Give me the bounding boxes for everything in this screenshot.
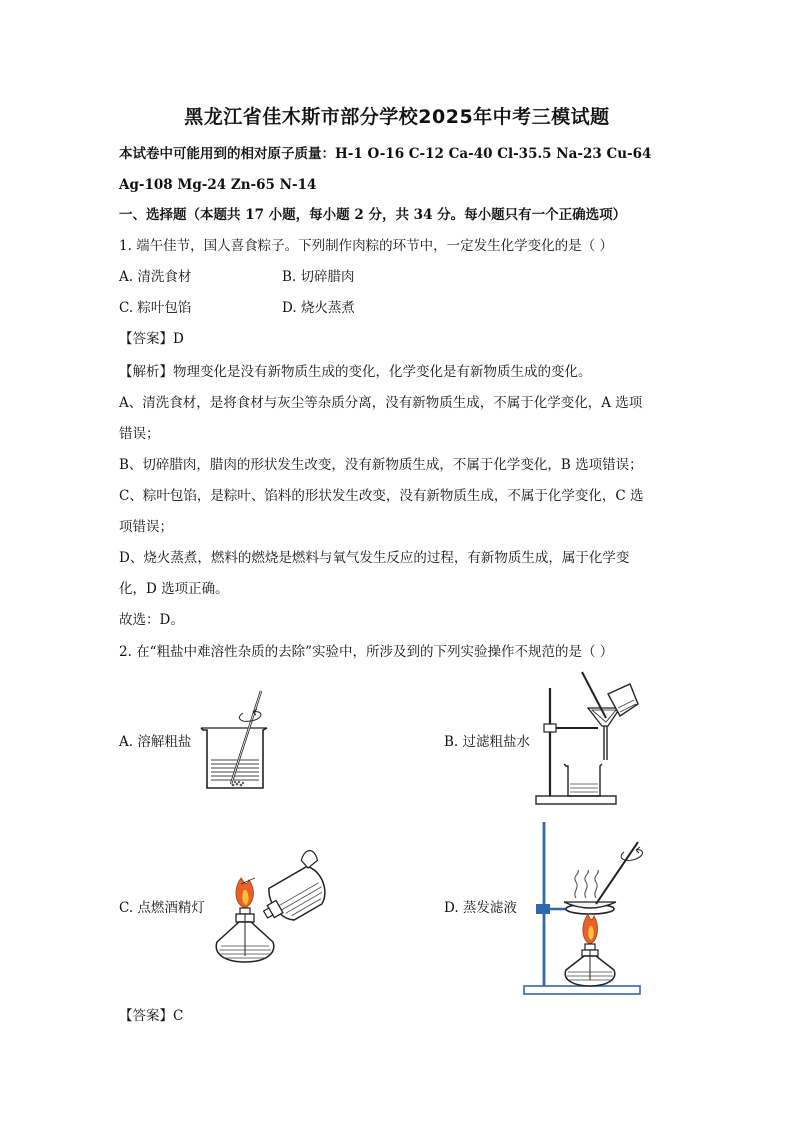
figure-evaporation-setup <box>520 818 650 1000</box>
q2-option-a: A. 溶解粗盐 <box>119 734 192 750</box>
q2-option-c: C. 点燃酒精灯 <box>119 900 205 916</box>
figure-dissolving-beaker <box>195 688 275 793</box>
q1-option-d: D. 烧火蒸煮 <box>282 300 355 316</box>
page-title: 黑龙江省佳木斯市部分学校2025年中考三模试题 <box>184 106 610 128</box>
q1-analysis-line: 错误； <box>119 426 160 442</box>
q1-option-b: B. 切碎腊肉 <box>282 269 355 285</box>
q1-analysis-line: 【解析】物理变化是没有新物质生成的变化，化学变化是有新物质生成的变化。 <box>119 364 592 380</box>
q1-option-a: A. 清洗食材 <box>119 269 192 285</box>
q1-analysis-line: A、清洗食材，是将食材与灰尘等杂质分离，没有新物质生成，不属于化学变化，A 选项 <box>119 395 643 411</box>
q1-answer: 【答案】D <box>119 331 184 347</box>
figure-filtration-setup <box>530 668 642 808</box>
q2-option-d: D. 蒸发滤液 <box>444 900 517 916</box>
q1-analysis-line: 项错误； <box>119 519 173 535</box>
atomic-mass-line-1: 本试卷中可能用到的相对原子质量：H-1 O-16 C-12 Ca-40 Cl-35.5 Na-23 Cu-64 <box>119 146 652 162</box>
q2-answer: 【答案】C <box>119 1008 184 1024</box>
q1-option-c: C. 粽叶包馅 <box>119 300 192 316</box>
atomic-mass-line-2: Ag-108 Mg-24 Zn-65 N-14 <box>119 177 317 193</box>
figure-lamp-lighting <box>205 846 335 971</box>
q1-analysis-line: C、粽叶包馅，是粽叶、馅料的形状发生改变，没有新物质生成，不属于化学变化，C 选 <box>119 488 644 504</box>
q2-option-b: B. 过滤粗盐水 <box>444 734 531 750</box>
q1-analysis-line: D、烧火蒸煮，燃料的燃烧是燃料与氧气发生反应的过程，有新物质生成，属于化学变 <box>119 550 630 566</box>
question-2-stem: 2. 在“粗盐中难溶性杂质的去除”实验中，所涉及到的下列实验操作不规范的是（ ） <box>119 644 614 660</box>
question-1-stem: 1. 端午佳节，国人喜食粽子。下列制作肉粽的环节中，一定发生化学变化的是（ ） <box>119 238 613 254</box>
q1-analysis-line: B、切碎腊肉，腊肉的形状发生改变，没有新物质生成，不属于化学变化，B 选项错误； <box>119 457 643 473</box>
q1-analysis-line: 故选：D。 <box>119 612 184 628</box>
q1-analysis-line: 化，D 选项正确。 <box>119 581 229 597</box>
section-heading: 一、选择题（本题共 17 小题，每小题 2 分，共 34 分。每小题只有一个正确选项） <box>119 207 627 223</box>
